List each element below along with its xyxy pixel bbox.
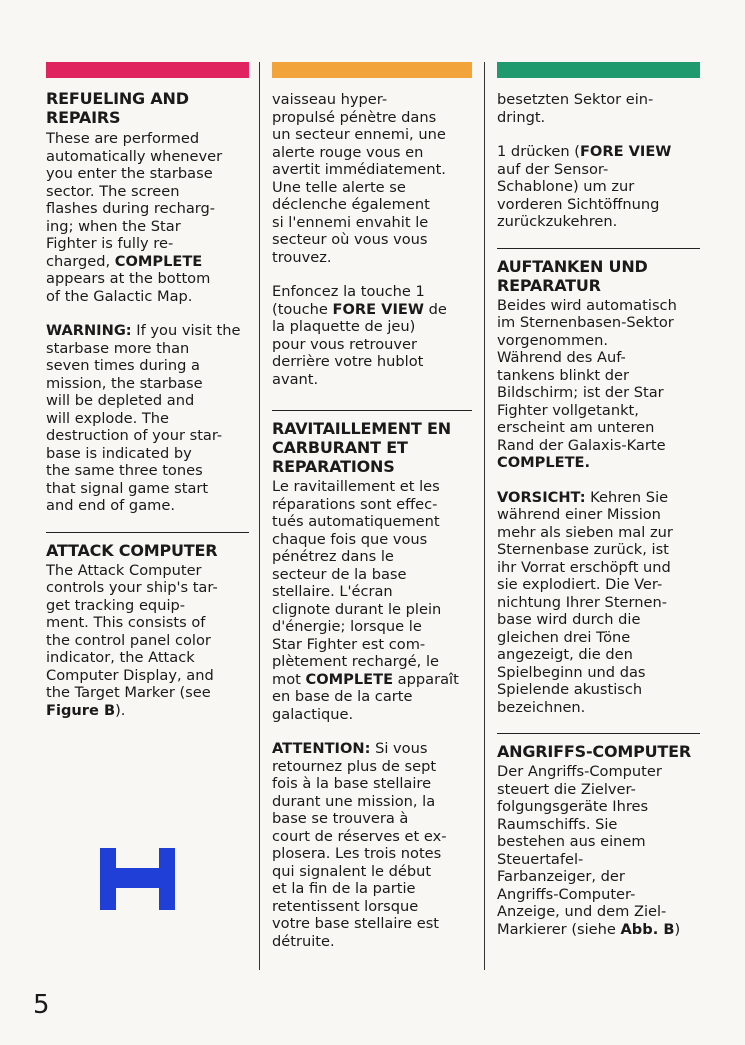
text-line: et la fin de la partie xyxy=(272,880,416,897)
text-line: Der Angriffs-Computer xyxy=(497,763,662,780)
text-line: gleichen drei Töne xyxy=(497,628,631,646)
text-line: bestehen aus einem xyxy=(497,833,646,850)
bold-term: FORE VIEW xyxy=(579,143,672,160)
bold-term: Figure B xyxy=(46,701,116,719)
text-line xyxy=(272,740,472,758)
column-divider-1 xyxy=(259,62,260,970)
text-line: vorderen Sichtöffnung xyxy=(497,195,660,213)
section-title: REPARATUR xyxy=(497,275,601,295)
text-line: Le ravitaillement et les xyxy=(272,478,440,495)
text-line: These are performed xyxy=(46,130,200,147)
text-line xyxy=(46,702,249,720)
bold-term: COMPLETE xyxy=(114,252,203,270)
section-title: REPARATIONS xyxy=(272,457,395,476)
text-line: alerte rouge vous en xyxy=(272,143,424,161)
text-line: fois à la base stellaire xyxy=(272,775,432,792)
text-line: im Sternenbasen-Sektor xyxy=(497,314,674,331)
text-line: während einer Mission xyxy=(497,506,661,523)
bold-term: ATTENTION: xyxy=(272,740,371,757)
text-line: qui signalent le début xyxy=(272,862,432,880)
text-run: charged, xyxy=(46,252,115,270)
text-line: votre base stellaire est xyxy=(272,915,440,932)
text-run: 1 drücken ( xyxy=(497,143,580,160)
text-line: stellaire. L'écran xyxy=(272,583,393,600)
paragraph-fore-view-de xyxy=(497,143,700,231)
text-line: ment. This consists of xyxy=(46,614,206,631)
text-line: clignote durant le plein xyxy=(272,600,442,618)
paragraph-angriffs-computer xyxy=(497,763,700,938)
tie-fighter-icon xyxy=(100,848,175,910)
text-line: controls your ship's tar- xyxy=(46,579,218,596)
section-title: CARBURANT ET xyxy=(272,438,408,457)
text-line: ihr Vorrat erschöpft und xyxy=(497,558,671,576)
text-line: nichtung Ihrer Sternen- xyxy=(497,593,668,611)
text-line: en base de la carte xyxy=(272,688,413,705)
text-line: Fighter is fully re- xyxy=(46,235,174,252)
text-line: Computer Display, and xyxy=(46,666,214,684)
text-line: Spielbeginn und das xyxy=(497,663,646,681)
text-line: réparations sont effec- xyxy=(272,495,438,513)
text-line: zurückzukehren. xyxy=(497,213,618,230)
text-line xyxy=(46,322,249,340)
text-line: steuert die Zielver- xyxy=(497,780,636,798)
text-line: détruite. xyxy=(272,932,335,950)
text-line: bezeichnen. xyxy=(497,698,586,716)
paragraph-attack-computer xyxy=(46,562,249,720)
text-line xyxy=(272,301,472,319)
text-line: angezeigt, die den xyxy=(497,646,633,663)
text-run: If you visit the xyxy=(131,322,241,339)
text-line: indicator, the Attack xyxy=(46,649,195,666)
text-line: of the Galactic Map. xyxy=(46,287,193,305)
text-line: pour vous retrouver xyxy=(272,335,417,353)
section-title: AUFTANKEN UND xyxy=(497,256,648,276)
text-line: Sternenbase zurück, ist xyxy=(497,541,669,558)
bold-term: WARNING: xyxy=(46,322,132,339)
text-run: ). xyxy=(115,701,126,719)
text-line: tués automatiquement xyxy=(272,513,440,530)
text-line: Rand der Galaxis-Karte xyxy=(497,436,666,454)
color-bar-orange xyxy=(272,62,472,78)
text-line: flashes during recharg- xyxy=(46,200,216,217)
text-line: pénétrez dans le xyxy=(272,548,394,565)
text-line: un secteur ennemi, une xyxy=(272,126,446,143)
text-line: base is indicated by xyxy=(46,444,192,462)
section-title: ATTACK COMPUTER xyxy=(46,540,218,560)
text-line: si l'ennemi envahit le xyxy=(272,213,429,231)
text-run: Si vous xyxy=(370,740,428,757)
text-line: Raumschiffs. Sie xyxy=(497,815,618,833)
text-line: trouvez. xyxy=(272,248,332,266)
text-line xyxy=(272,671,472,689)
text-line: erscheint am unteren xyxy=(497,419,655,436)
text-line: sector. The screen xyxy=(46,182,180,200)
text-line: plosera. Les trois notes xyxy=(272,845,442,862)
text-line: Une telle alerte se xyxy=(272,178,406,196)
text-run: (touche xyxy=(272,300,333,318)
text-line: you enter the starbase xyxy=(46,165,213,182)
text-line: seven times during a xyxy=(46,357,200,374)
text-line: the same three tones xyxy=(46,462,203,479)
text-line: tankens blinkt der xyxy=(497,366,629,384)
column-divider-2 xyxy=(484,62,485,970)
text-line: Während des Auf- xyxy=(497,349,626,366)
bold-term: COMPLETE. xyxy=(497,454,591,471)
text-line: that signal game start xyxy=(46,479,209,497)
paragraph-refueling xyxy=(46,130,249,305)
text-run: Kehren Sie xyxy=(585,488,669,506)
text-line: court de réserves et ex- xyxy=(272,827,447,845)
text-line: dringt. xyxy=(497,108,546,126)
text-line: destruction of your star- xyxy=(46,427,223,444)
text-line: Farbanzeiger, der xyxy=(497,868,625,885)
color-bar-green xyxy=(497,62,700,78)
text-line: Steuertafel- xyxy=(497,850,584,868)
text-line: durant une mission, la xyxy=(272,792,436,810)
text-line: starbase more than xyxy=(46,339,190,357)
text-line: automatically whenever xyxy=(46,147,223,165)
column-english xyxy=(46,62,249,719)
text-line xyxy=(497,143,700,161)
text-run: de xyxy=(423,300,447,318)
text-line: avertit immédiatement. xyxy=(272,161,446,178)
section-title: ANGRIFFS-COMPUTER xyxy=(497,742,691,761)
text-line: secteur où vous vous xyxy=(272,231,428,248)
text-line: the Target Marker (see xyxy=(46,684,211,701)
text-line: Star Fighter est com- xyxy=(272,635,426,653)
page-number: 5 xyxy=(33,990,50,1020)
text-line: propulsé pénètre dans xyxy=(272,108,437,126)
text-line: appears at the bottom xyxy=(46,270,211,287)
text-line: Schablone) um zur xyxy=(497,178,635,195)
section-title: RAVITAILLEMENT EN xyxy=(272,419,451,438)
text-run: mot xyxy=(272,670,306,688)
bold-term: Abb. B xyxy=(620,920,675,938)
text-line xyxy=(46,253,249,271)
color-bar-red xyxy=(46,62,249,78)
text-line: retournez plus de sept xyxy=(272,757,437,775)
text-run: apparaît xyxy=(393,670,459,688)
text-line: the control panel color xyxy=(46,631,211,649)
text-line: will explode. The xyxy=(46,409,170,427)
paragraph-auftanken xyxy=(497,297,700,472)
paragraph-attention xyxy=(272,740,472,950)
paragraph-ravitaillement xyxy=(272,478,472,723)
text-line: The Attack Computer xyxy=(46,561,202,579)
paragraph-vorsicht xyxy=(497,489,700,717)
text-line: mission, the starbase xyxy=(46,374,203,392)
text-line: retentissent lorsque xyxy=(272,897,419,915)
text-line: d'énergie; lorsque le xyxy=(272,618,422,635)
text-line xyxy=(497,921,700,939)
column-french xyxy=(272,62,472,950)
paragraph-fore-view xyxy=(272,283,472,388)
text-line: derrière votre hublot xyxy=(272,353,424,370)
text-line: mehr als sieben mal zur xyxy=(497,523,673,541)
text-line xyxy=(497,489,700,507)
text-line: besetzten Sektor ein- xyxy=(497,91,654,108)
text-line: vaisseau hyper- xyxy=(272,91,388,108)
text-line: la plaquette de jeu) xyxy=(272,318,416,335)
text-line xyxy=(497,454,700,472)
paragraph-warning xyxy=(46,322,249,515)
text-line: avant. xyxy=(272,370,319,388)
text-line: will be depleted and xyxy=(46,392,195,409)
text-line: secteur de la base xyxy=(272,565,407,583)
section-title: REPAIRS xyxy=(46,108,121,127)
text-line: and end of game. xyxy=(46,497,175,514)
text-line: Anzeige, und dem Ziel- xyxy=(497,903,667,920)
text-line: galactique. xyxy=(272,705,354,723)
text-line: Spielende akustisch xyxy=(497,681,643,698)
text-line: folgungsgeräte Ihres xyxy=(497,798,649,815)
text-line: plètement rechargé, le xyxy=(272,653,439,670)
text-line: get tracking equip- xyxy=(46,596,186,614)
bold-term: VORSICHT: xyxy=(497,488,586,506)
paragraph-alert xyxy=(272,91,472,266)
text-line: base wird durch die xyxy=(497,611,641,628)
text-run: Markierer (siehe xyxy=(497,920,621,938)
text-line: chaque fois que vous xyxy=(272,530,428,548)
text-line: Angriffs-Computer- xyxy=(497,885,636,903)
text-line: Beides wird automatisch xyxy=(497,296,677,314)
text-line: auf der Sensor- xyxy=(497,160,609,178)
section-title: REFUELING AND xyxy=(46,89,189,108)
text-line: vorgenommen. xyxy=(497,331,609,349)
paragraph-sektor xyxy=(497,91,700,126)
text-run: ) xyxy=(674,920,681,938)
text-line: Fighter vollgetankt, xyxy=(497,401,639,419)
bold-term: FORE VIEW xyxy=(332,300,424,318)
text-line: déclenche également xyxy=(272,196,430,213)
text-line: Enfoncez la touche 1 xyxy=(272,283,425,300)
text-line: base se trouvera à xyxy=(272,810,409,827)
text-line: sie explodiert. Die Ver- xyxy=(497,576,663,593)
bold-term: COMPLETE xyxy=(305,670,394,688)
text-line: ing; when the Star xyxy=(46,217,181,235)
text-line: Bildschirm; ist der Star xyxy=(497,384,664,401)
column-german xyxy=(497,62,700,938)
